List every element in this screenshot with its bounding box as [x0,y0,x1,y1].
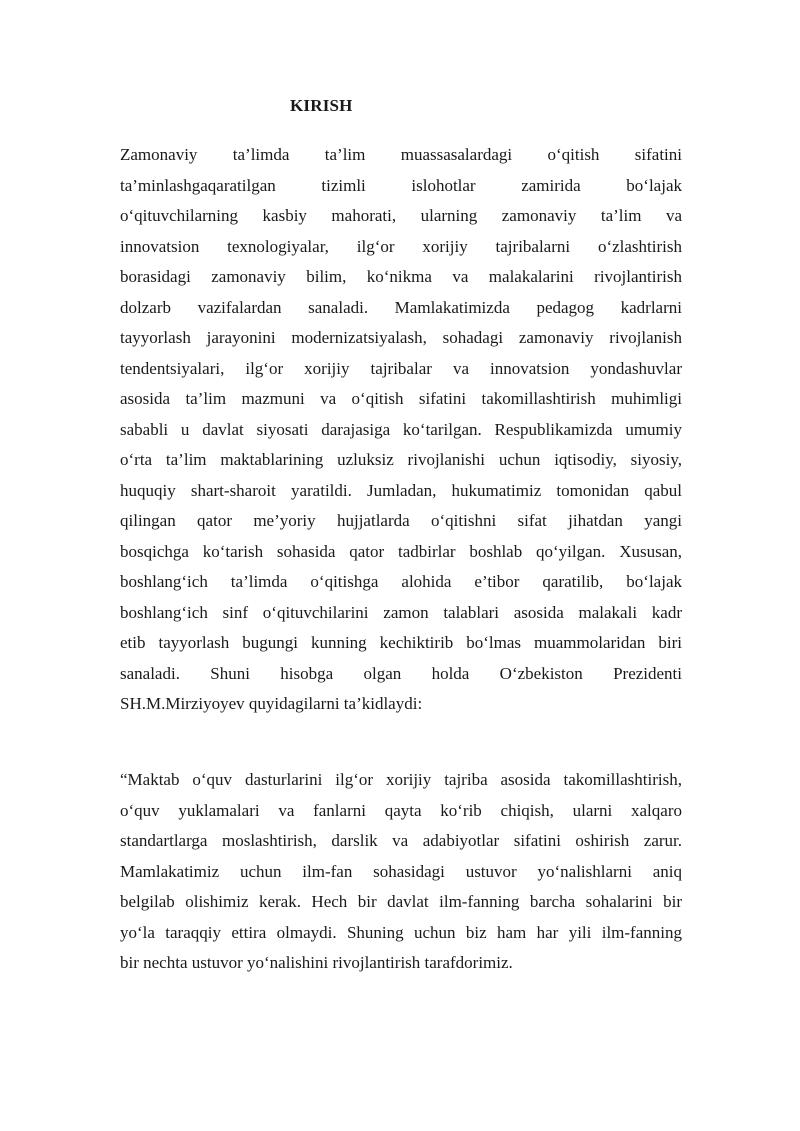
section-heading: KIRISH [290,96,353,115]
text-line: huquqiy shart-sharoit yaratildi. Jumladan, hukumatimiz tomonidan qabul [120,480,682,500]
text-line: tendentsiyalari, ilg‘or xorijiy tajribalar va innovatsion yondashuvlar [120,358,682,378]
text-line: sanaladi. Shuni hisobga olgan holda O‘zbekiston Prezidenti [120,663,682,683]
text-line: SH.M.Mirziyoyev quyidagilarni ta’kidlaydi: [120,694,423,713]
text-line: asosida ta’lim mazmuni va o‘qitish sifatini takomillashtirish muhimligi [120,389,682,408]
text-line: innovatsion texnologiyalar, ilg‘or xorijiy tajribalarni o‘zlashtirish [120,236,682,256]
text-line: o‘qituvchilarning kasbiy mahorati, ularning zamonaviy ta’lim va [120,206,682,225]
paragraph-quote [120,765,682,979]
text-line: bosqichga ko‘tarish sohasida qator tadbirlar boshlab qo‘yilgan. Xususan, [120,541,682,561]
text-line: tayyorlash jarayonini modernizatsiyalash, sohadagi zamonaviy rivojlanish [120,328,682,347]
text-line: etib tayyorlash bugungi kunning kechiktirib bo‘lmas muammolaridan biri [120,633,682,652]
text-line: Zamonaviy ta’limda ta’lim muassasalardagi o‘qitish sifatini [120,145,682,164]
text-line: bir nechta ustuvor yo‘nalishini rivojlantirish tarafdorimiz. [120,953,513,972]
text-line: “Maktab o‘quv dasturlarini ilg‘or xorijiy tajriba asosida takomillashtirish, [120,770,682,789]
text-line: standartlarga moslashtirish, darslik va adabiyotlar sifatini oshirish zarur. [120,831,682,850]
paragraph-introduction [120,140,682,720]
text-line: ta’minlashgaqaratilgan tizimli islohotlar zamirida bo‘lajak [120,175,682,195]
text-line: Mamlakatimiz uchun ilm-fan sohasidagi ustuvor yo‘nalishlarni aniq [120,861,682,881]
text-line: boshlang‘ich sinf o‘qituvchilarini zamon talablari asosida malakali kadr [120,602,682,622]
text-line: borasidagi zamonaviy bilim, ko‘nikma va malakalarini rivojlantirish [120,267,682,286]
text-line: o‘rta ta’lim maktablarining uzluksiz rivojlanishi uchun iqtisodiy, siyosiy, [120,450,682,469]
text-line: boshlang‘ich ta’limda o‘qitishga alohida e’tibor qaratilib, bo‘lajak [120,572,682,591]
text-line: sababli u davlat siyosati darajasiga ko‘tarilgan. Respublikamizda umumiy [120,419,682,439]
text-line: o‘quv yuklamalari va fanlarni qayta ko‘rib chiqish, ularni xalqaro [120,800,682,820]
text-line: belgilab olishimiz kerak. Hech bir davlat ilm-fanning barcha sohalarini bir [120,892,682,911]
text-line: qilingan qator me’yoriy hujjatlarda o‘qitishni sifat jihatdan yangi [120,511,682,530]
text-line: dolzarb vazifalardan sanaladi. Mamlakatimizda pedagog kadrlarni [120,297,682,317]
text-line: yo‘la taraqqiy ettira olmaydi. Shuning uchun biz ham har yili ilm-fanning [120,922,682,942]
